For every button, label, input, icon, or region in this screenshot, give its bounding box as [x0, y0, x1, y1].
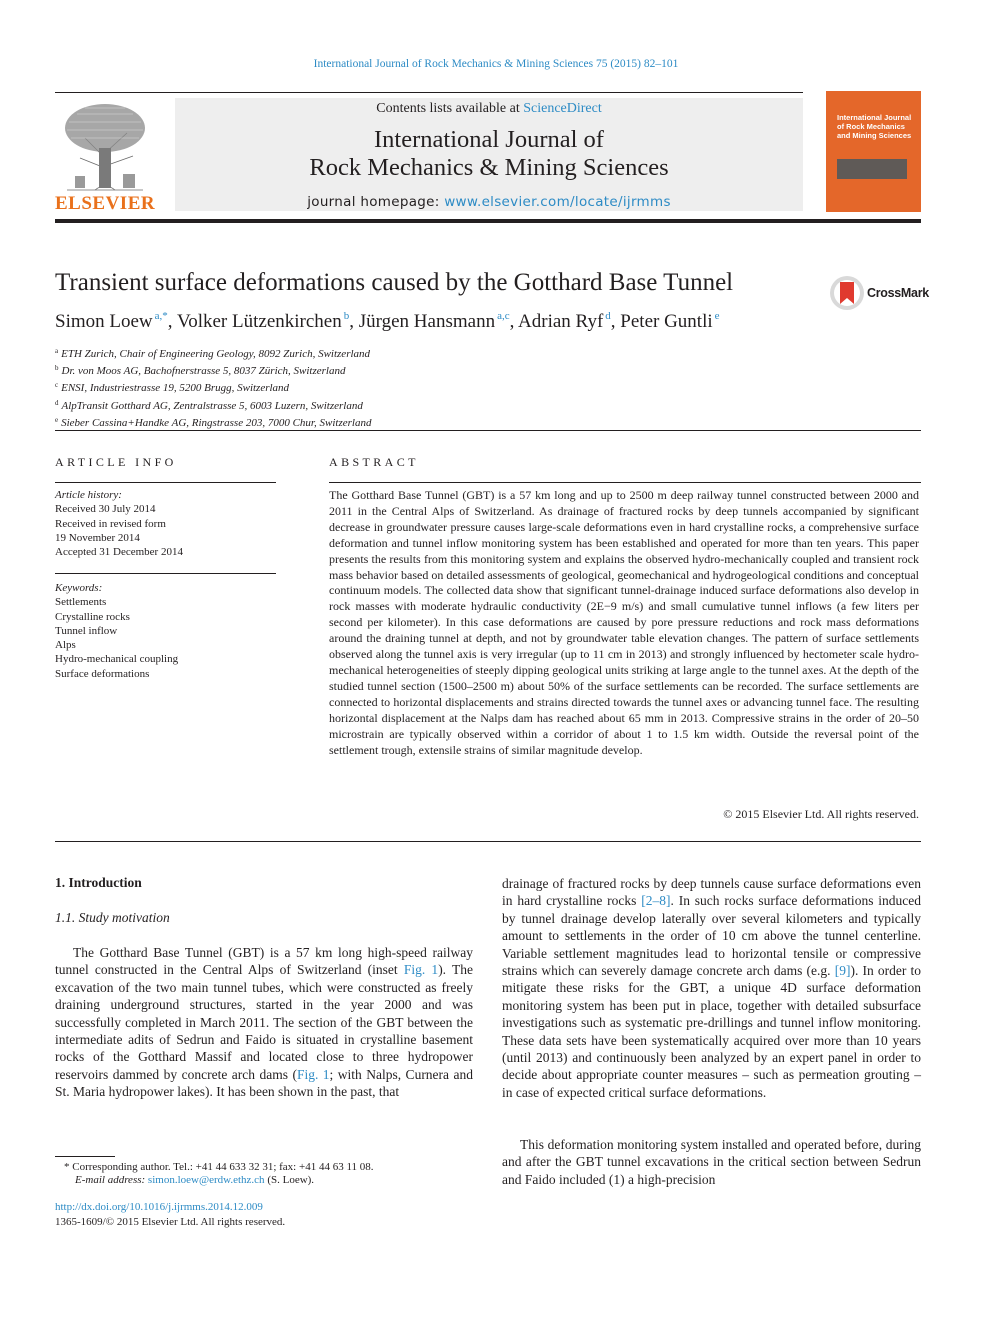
affiliation-key: b [55, 364, 59, 373]
affiliation-list [55, 344, 371, 430]
journal-title-line1: International Journal of [374, 126, 604, 153]
email-suffix: (S. Loew). [264, 1174, 315, 1186]
author-affiliation-marker[interactable]: e [714, 310, 720, 322]
text-run: ). In order to mitigate these risks for the GBT, a unique 4D surface deformation monitoring system has been put in place, together with detailed subsurface investigations such as systematic pre-drillings and tunnel inflow monitoring. These data sets have been systematically acquired over more than 10 years (until 2013) and continuously been analyzed by an expert panel in order to decide about appropriate counter measures – such as permeation grouting – in case of expected critical surface deformations. [502, 963, 921, 1100]
body-paragraph-left [55, 944, 473, 1101]
affiliation-text: AlpTransit Gotthard AG, Zentralstrasse 5, 6003 Luzern, Switzerland [61, 399, 363, 412]
abstract-heading: ABSTRACT [329, 455, 419, 469]
abstract-rule [329, 482, 921, 483]
abstract-bottom-rule [55, 841, 921, 842]
affiliation-text: Sieber Cassina+Handke AG, Ringstrasse 203, 7000 Chur, Switzerland [61, 416, 372, 429]
author-name: Jürgen Hansmann [358, 311, 496, 332]
history-item: Received 30 July 2014 [55, 503, 156, 516]
corresponding-author-footnote: * Corresponding author. Tel.: +41 44 633 32 31; fax: +41 44 63 11 08. [64, 1161, 374, 1173]
contents-line [175, 101, 803, 117]
elsevier-wordmark: ELSEVIER [55, 193, 156, 214]
history-item: Accepted 31 December 2014 [55, 546, 183, 559]
crossmark-label[interactable]: CrossMark [867, 286, 929, 300]
affiliation-item [55, 396, 371, 413]
keyword-item: Surface deformations [55, 667, 150, 680]
author-affiliation-marker[interactable]: a,c [497, 310, 510, 322]
header-top-rule [55, 92, 803, 93]
author-affiliation-marker[interactable]: b [343, 310, 350, 322]
affiliation-item [55, 378, 371, 395]
text-run: ). The excavation of the two main tunnel tubes, which were constructed as freely draining underground structures, started in the year 2000 and was successfully completed in March 2011. The section of the GBT between the intermediate adits of Sedrun and Faido is situated in crystalline basement rocks of the Gotthard Massif and located close to three hydropower reservoirs dammed by concrete arch dams ( [55, 962, 473, 1082]
abstract-text: The Gotthard Base Tunnel (GBT) is a 57 km long and up to 2500 m deep railway tunnel constructed between 2000 and 2011 in the Central Alps of Switzerland. As drainage of fractured rocks by deep tunnels accompanied by significant decrease in groundwater pressure causes large-scale deformations even in hard crystalline rocks, a comprehensive surface deformation and tunnel inflow monitoring system has been established and operated for more than ten years. This paper presents the results from this monitoring system and explains the observed hydro-mechanically coupled and transient rock mass behavior based on detailed assessments of geological, geomechanical and hydrogeological conditions and conceptual continuum models. The collected data show that significant tunnel-drainage induced surface deformations also develop in rock masses with moderate hydraulic conductivity (2E−9 m/s) and small cumulative tunnel inflows (a few liters per second per kilometer). In this case deformations are caused by pore pressure reductions and rock mass deformations around the draining tunnel at depth, and not by groundwater table elevation changes. The pattern of surface settlements observed along the tunnel axis is very irregular (up to 11 cm in 2013) and strongly influenced by hectometer scale hydro-mechanical heterogeneities of steeply dipping geological units striking at large angle to the tunnel axes. At the depth of the studied tunnel section (1500–2500 m) about 50% of the surface settlements can be recorded. The surface settlements are connected to horizontal displacements and strains directed towards the tunnel axes or advancing tunnel face. The resulting horizontal displacement at the Nalps dam has reached about 65 mm in 2013. Compressive strains in the order of 20–50 microstrain are typically observed within a corridor of about 1 to 1.5 km width. Outside the reversal point of the settlement trough, extensile strains of similar magnitude develop. [329, 488, 919, 757]
keyword-item: Tunnel inflow [55, 624, 118, 637]
section-1-heading: 1. Introduction [55, 875, 142, 890]
footnote-rule [55, 1156, 115, 1157]
issn-copyright: 1365-1609/© 2015 Elsevier Ltd. All rights reserved. [55, 1216, 286, 1228]
affiliation-key: a [55, 347, 59, 355]
email-link[interactable]: simon.loew@erdw.ethz.ch [147, 1174, 265, 1186]
keyword-item: Alps [55, 639, 76, 652]
affiliation-item [55, 413, 371, 430]
text-run: drainage of fractured rocks by deep tunnels cause surface deformations even in hard crystalline rocks [502, 876, 921, 909]
doi-link[interactable]: http://dx.doi.org/10.1016/j.ijrmms.2014.12.009 [55, 1201, 263, 1213]
abstract-copyright: © 2015 Elsevier Ltd. All rights reserved. [723, 807, 919, 821]
history-item: Received in revised form [55, 517, 166, 530]
body-paragraph-right [502, 875, 921, 1101]
affiliation-item [55, 361, 371, 378]
author-name: Simon Loew [55, 311, 153, 332]
author-name: Peter Guntli [620, 311, 713, 332]
journal-cover-thumbnail[interactable] [826, 91, 921, 212]
citation-ref-link[interactable]: [2–8] [641, 893, 671, 909]
affiliation-key: c [55, 381, 59, 390]
crossmark-icon[interactable] [829, 275, 865, 311]
keyword-item: Crystalline rocks [55, 610, 130, 623]
affiliation-text: ETH Zurich, Chair of Engineering Geology, 8092 Zurich, Switzerland [61, 348, 371, 360]
history-label: Article history: [55, 489, 122, 501]
email-label: E-mail address: [75, 1174, 148, 1186]
article-title: Transient surface deformations caused by the Gotthard Base Tunnel [55, 269, 734, 296]
author-list [55, 310, 720, 333]
author-name: Volker Lützenkirchen [176, 311, 342, 332]
citation-ref-link[interactable]: [9] [834, 963, 851, 979]
affiliation-key: e [55, 415, 59, 424]
keywords [55, 581, 178, 681]
header-bottom-rule [55, 219, 921, 223]
journal-title [175, 126, 803, 182]
text-run: ; with Nalps, Curnera and St. Maria hydropower lakes). It has been shown in the past, that [55, 1066, 473, 1100]
article-history [55, 488, 183, 559]
affiliation-rule [55, 430, 921, 431]
journal-citation-link[interactable]: International Journal of Rock Mechanics & Mining Sciences 75 (2015) 82–101 [313, 58, 679, 70]
figure-ref-link[interactable]: Fig. 1 [403, 962, 439, 978]
figure-ref-link[interactable]: Fig. 1 [296, 1066, 330, 1082]
author-name: Adrian Ryf [518, 311, 604, 332]
sciencedirect-link[interactable]: ScienceDirect [523, 101, 602, 116]
text-run: The Gotthard Base Tunnel (GBT) is a 57 km long high-speed railway tunnel constructed in the Central Alps of Switzerland (inset [55, 945, 473, 978]
history-item: 19 November 2014 [55, 531, 140, 544]
author-separator: , [610, 311, 621, 332]
author-separator: , [349, 311, 359, 332]
journal-title-line2: Rock Mechanics & Mining Sciences [309, 154, 669, 181]
homepage-prefix: journal homepage: [307, 194, 445, 210]
affiliation-key: d [55, 398, 59, 407]
text-run: . In such rocks surface deformations induced by tunnel drainage develop laterally over several kilometers and typically amount to settlements in the order of 10 cm above the tunnel centerline. Variable settlement magnitudes lead to horizontal tensile or compressive strains which can severely damage concrete arch dams (e.g. [502, 893, 921, 979]
article-info-heading: ARTICLE INFO [55, 455, 177, 469]
email-footnote [75, 1174, 314, 1186]
author-separator: , [167, 311, 177, 332]
keywords-rule [55, 573, 276, 574]
affiliation-text: ENSI, Industriestrasse 19, 5200 Brugg, Switzerland [61, 382, 290, 395]
affiliation-text: Dr. von Moos AG, Bachofnerstrasse 5, 8037 Zürich, Switzerland [61, 365, 346, 378]
article-info-rule [55, 482, 276, 483]
cover-title: International Journal of Rock Mechanics and Mining Sciences [837, 113, 912, 140]
author-affiliation-marker[interactable]: a,* [154, 310, 168, 322]
homepage-link[interactable]: www.elsevier.com/locate/ijrmms [444, 194, 671, 210]
affiliation-item [55, 344, 371, 361]
contents-prefix: Contents lists available at [376, 101, 524, 116]
author-separator: , [509, 311, 519, 332]
section-1-1-heading: 1.1. Study motivation [55, 910, 170, 925]
keywords-label: Keywords: [55, 582, 103, 594]
keyword-item: Hydro-mechanical coupling [55, 653, 179, 666]
cover-image-strip [837, 159, 907, 179]
journal-homepage-line [175, 194, 803, 210]
author-affiliation-marker[interactable]: d [605, 310, 611, 322]
body-paragraph-right-2: This deformation monitoring system installed and operated before, during and after the GBT tunnel excavations in the critical section between Sedrun and Faido included (1) a high-precision [502, 1137, 921, 1187]
keyword-item: Settlements [55, 596, 107, 609]
